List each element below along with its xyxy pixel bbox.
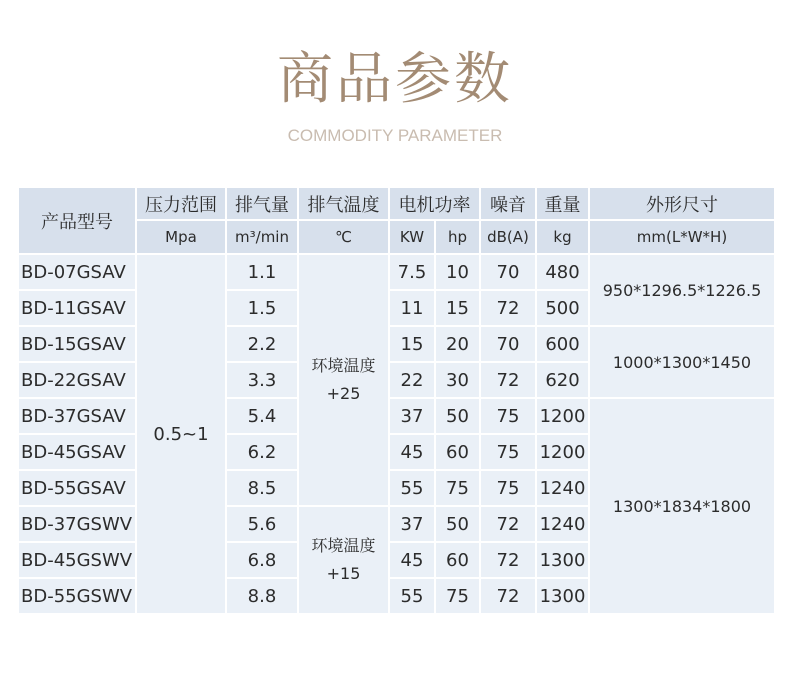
table-row (18, 398, 775, 434)
cell-model: BD-55GSWV (18, 578, 136, 614)
cell-kw: 37 (389, 506, 435, 542)
cell-noise: 72 (480, 542, 536, 578)
unit-dimensions: mm(L*W*H) (589, 220, 775, 254)
cell-airflow: 2.2 (226, 326, 298, 362)
cell-weight: 1240 (536, 506, 589, 542)
cell-hp: 75 (435, 578, 480, 614)
header-noise: 噪音 (480, 187, 536, 220)
cell-weight: 620 (536, 362, 589, 398)
cell-noise: 70 (480, 254, 536, 290)
cell-kw: 55 (389, 578, 435, 614)
table-row (18, 254, 775, 290)
temp-label: 环境温度 (311, 536, 376, 555)
cell-noise: 72 (480, 362, 536, 398)
cell-kw: 11 (389, 290, 435, 326)
cell-noise: 72 (480, 578, 536, 614)
page-subtitle: COMMODITY PARAMETER (287, 126, 503, 145)
cell-weight: 1200 (536, 434, 589, 470)
cell-model: BD-11GSAV (18, 290, 136, 326)
header-weight: 重量 (536, 187, 589, 220)
cell-hp: 30 (435, 362, 480, 398)
cell-airflow: 5.6 (226, 506, 298, 542)
cell-model: BD-07GSAV (18, 254, 136, 290)
cell-airflow: 1.1 (226, 254, 298, 290)
cell-model: BD-45GSAV (18, 434, 136, 470)
cell-hp: 50 (435, 506, 480, 542)
cell-dimensions-2: 1000*1300*1450 (589, 326, 775, 398)
cell-pressure-range: 0.5~1 (136, 254, 226, 614)
cell-kw: 7.5 (389, 254, 435, 290)
header-temp: 排气温度 (298, 187, 389, 220)
cell-noise: 75 (480, 398, 536, 434)
cell-hp: 10 (435, 254, 480, 290)
cell-noise: 72 (480, 506, 536, 542)
cell-dimensions-1: 950*1296.5*1226.5 (589, 254, 775, 326)
cell-weight: 1300 (536, 542, 589, 578)
cell-hp: 60 (435, 542, 480, 578)
cell-airflow: 6.2 (226, 434, 298, 470)
cell-dimensions-3: 1300*1834*1800 (589, 398, 775, 614)
cell-weight: 1240 (536, 470, 589, 506)
unit-pressure: Mpa (136, 220, 226, 254)
temp-label: 环境温度 (311, 356, 376, 375)
cell-model: BD-15GSAV (18, 326, 136, 362)
cell-noise: 72 (480, 290, 536, 326)
cell-model: BD-45GSWV (18, 542, 136, 578)
unit-kw: KW (389, 220, 435, 254)
cell-airflow: 8.8 (226, 578, 298, 614)
cell-airflow: 5.4 (226, 398, 298, 434)
temp-value: +15 (326, 564, 361, 583)
cell-airflow: 3.3 (226, 362, 298, 398)
cell-kw: 37 (389, 398, 435, 434)
table-header-row (18, 187, 775, 220)
cell-temp-group-1 (298, 254, 389, 506)
page-title: 商品参数 (277, 47, 513, 112)
cell-weight: 500 (536, 290, 589, 326)
header-dimensions: 外形尺寸 (589, 187, 775, 220)
cell-model: BD-37GSAV (18, 398, 136, 434)
unit-hp: hp (435, 220, 480, 254)
spec-table (17, 186, 776, 615)
cell-weight: 600 (536, 326, 589, 362)
cell-kw: 45 (389, 542, 435, 578)
header-model: 产品型号 (18, 187, 136, 254)
table-row (18, 326, 775, 362)
header-airflow: 排气量 (226, 187, 298, 220)
cell-model: BD-55GSAV (18, 470, 136, 506)
cell-airflow: 8.5 (226, 470, 298, 506)
cell-hp: 15 (435, 290, 480, 326)
temp-value: +25 (326, 384, 361, 403)
cell-kw: 55 (389, 470, 435, 506)
unit-temp: ℃ (298, 220, 389, 254)
cell-model: BD-22GSAV (18, 362, 136, 398)
cell-hp: 75 (435, 470, 480, 506)
cell-hp: 50 (435, 398, 480, 434)
unit-weight: kg (536, 220, 589, 254)
cell-kw: 22 (389, 362, 435, 398)
cell-airflow: 1.5 (226, 290, 298, 326)
cell-airflow: 6.8 (226, 542, 298, 578)
cell-kw: 15 (389, 326, 435, 362)
cell-hp: 60 (435, 434, 480, 470)
cell-weight: 480 (536, 254, 589, 290)
unit-airflow: m³/min (226, 220, 298, 254)
cell-noise: 75 (480, 470, 536, 506)
cell-weight: 1200 (536, 398, 589, 434)
header-pressure: 压力范围 (136, 187, 226, 220)
unit-noise: dB(A) (480, 220, 536, 254)
header-power: 电机功率 (389, 187, 480, 220)
cell-weight: 1300 (536, 578, 589, 614)
cell-temp-group-2 (298, 506, 389, 614)
cell-noise: 75 (480, 434, 536, 470)
cell-hp: 20 (435, 326, 480, 362)
cell-model: BD-37GSWV (18, 506, 136, 542)
cell-noise: 70 (480, 326, 536, 362)
cell-kw: 45 (389, 434, 435, 470)
